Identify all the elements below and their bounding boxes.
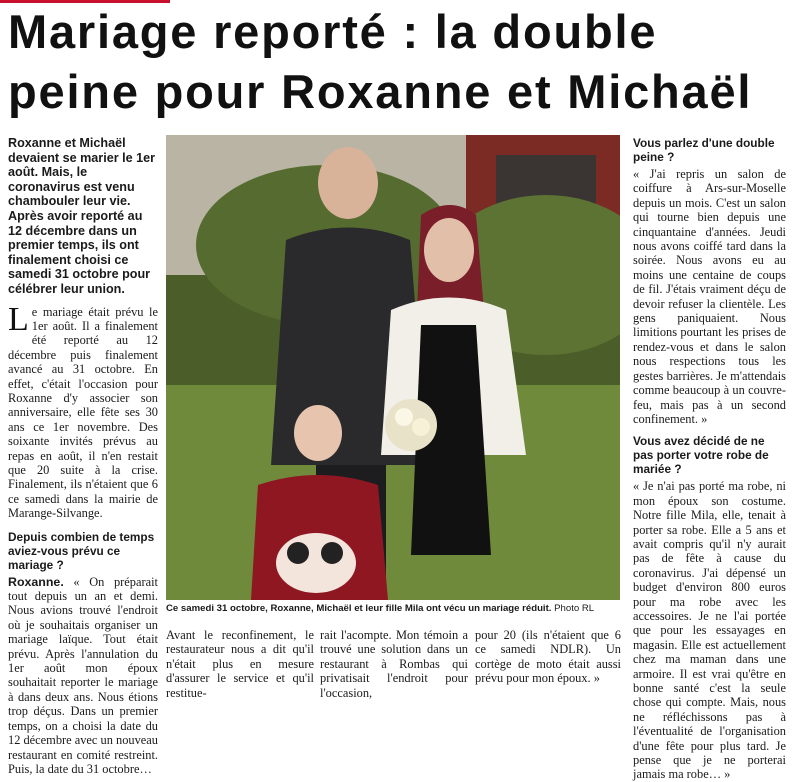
article-photo [166,135,620,600]
left-column [8,136,158,776]
bottom-column-2 [320,628,468,700]
headline-line-2: peine pour Roxanne et Michaël [8,65,753,118]
bottom-text-2: rait l'acompte. Mon témoin a trouvé une solution dans un restaurant à Rombas qui privatisait l'endroit pour l'occasion, [320,628,468,700]
photo-caption [166,603,620,615]
answer-1-text: « On préparait tout depuis un an et demi. Nous avions trouvé l'endroit où je souhaitais organiser un mariage laïque. Tout était prévu. Après l'annulation du 1er août mon époux souhaitait reporter le mariage à dans deux ans. Nous étions trop déçus. Dans un premier temps, on a choisi la date du 12 décembre avec un nouveau restaurant en comité restreint. Puis, la date du 31 octobre… [8,574,158,776]
caption-text: Ce samedi 31 octobre, Roxanne, Michaël et leur fille Mila ont vécu un mariage réduit. [166,603,552,614]
answer-2: « J'ai repris un salon de coiffure à Ars-sur-Moselle depuis un mois. C'est un salon qui tourne bien depuis une cinquantaine d'années. Jeudi nous avons coiffé tard dans la soirée. Nous avons eu au moins une centaine de coups de fil. J'étais vraiment déçu de devoir refuser la clientèle. Les gens paniquaient. Nous limitions pourtant les prises de rendez-vous et dans le salon nous respections tous les gestes barrières. Je m'attendais comme beaucoup à un couvre-feu, mais pas à un second confinement. » [633,167,786,426]
speaker-name: Roxanne. [8,574,64,589]
answer-1 [8,575,158,777]
intro-text: e mariage était prévu le 1er août. Il a finalement été reporté au 12 décembre puis finalement avancé au 31 octobre. En effet, c'était l'occasion pour Roxanne d'y associer son anniversaire, elle fête ses 30 ans ce 1er novembre. Des soixante invités prévus au repas en août, il n'en restait que 20 suite à la crise. Finalement, ils n'étaient que 6 ce samedi dans la mairie de Marange-Silvange. [8,304,158,521]
question-1: Depuis combien de temps aviez-vous prévu ce mariage ? [8,529,155,572]
headline-line-1: Mariage reporté : la double [8,5,658,58]
question-2: Vous parlez d'une double peine ? [633,136,775,164]
article-headline [8,2,788,122]
bottom-column-3 [475,628,621,686]
intro-paragraph [8,300,158,521]
bottom-text-1: Avant le reconfinement, le restaurateur nous a dit qu'il n'était plus en mesure d'assurer le service et qu'il restitue- [166,628,314,700]
photo-credit: Photo RL [554,603,595,614]
right-column [633,136,786,782]
bottom-text-3: pour 20 (ils n'étaient que 6 ce samedi NDLR). Un cortège de moto était aussi prévu pour mon époux. » [475,628,621,686]
answer-3: « Je n'ai pas porté ma robe, ni mon époux son costume. Notre fille Mila, elle, tenait à porter sa robe. Elle a 5 ans et avait compris qu'il n'y aurait pas de fête à cause du coronavirus. J'ai dépensé un budget d'environ 800 euros pour ma robe avec les accessoires. Je ne l'ai portée que pour les essayages en magasin. Elle est actuellement chez ma maman dans une armoire. Il est vrai qu'être en bonne santé c'est la seule chose qui compte. Mais, nous ne réfléchissons pas à l'éventualité de l'organisation d'une fête pour plus tard. Je pense que je ne porterai jamais ma robe… » [633,479,786,782]
question-3: Vous avez décidé de ne pas porter votre robe de mariée ? [633,434,769,477]
bottom-column-1 [166,628,314,700]
family-photo-illustration [166,135,620,600]
article-lede: Roxanne et Michaël devaient se marier le 1er août. Mais, le coronavirus est venu chambouler leur vie. Après avoir reporté au 12 décembre dans un premier temps, ils ont finalement choisi ce samedi 31 octobre pour célébrer leur union. [8,136,156,296]
drop-cap: L [8,300,29,338]
